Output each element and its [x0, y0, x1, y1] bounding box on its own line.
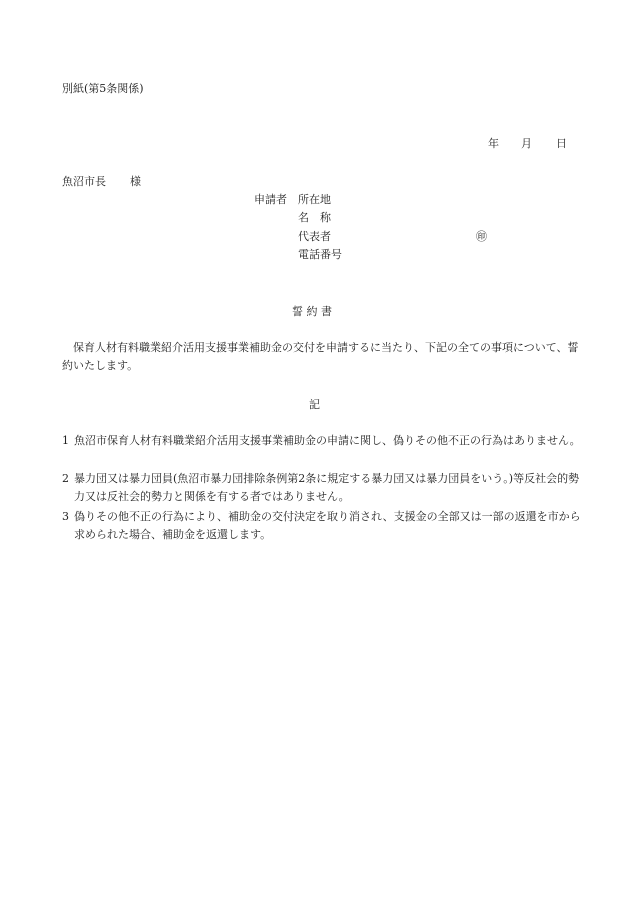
date-day: 日 — [556, 137, 567, 150]
address-label: 所在地 — [298, 193, 331, 206]
addressee-name: 魚沼市長 — [62, 175, 106, 188]
item-text: 偽りその他不正の行為により、補助金の交付決定を取り消され、支援金の全部又は一部の返還を市から求められた場合、補助金を返還します。 — [74, 510, 581, 541]
item-number: 1 — [62, 434, 69, 447]
list-item — [62, 432, 582, 450]
attachment-label: 別紙(第5条関係) — [62, 82, 144, 95]
seal-mark: ㊞ — [476, 230, 487, 243]
ki-label: 記 — [309, 398, 320, 411]
list-item — [62, 508, 582, 544]
item-text: 魚沼市保育人材有料職業紹介活用支援事業補助金の申請に関し、偽りその他不正の行為はありません。 — [74, 434, 581, 447]
date-year: 年 — [488, 137, 499, 150]
item-number: 2 — [62, 472, 69, 485]
phone-label: 電話番号 — [298, 248, 342, 261]
date-month: 月 — [521, 137, 532, 150]
document-title: 誓 約 書 — [292, 305, 332, 318]
applicant-label: 申請者 — [254, 193, 287, 206]
list-item — [62, 470, 582, 506]
item-number: 3 — [62, 510, 69, 523]
addressee-honorific: 様 — [130, 175, 141, 188]
name-label: 名 称 — [298, 211, 331, 224]
intro-paragraph: 保育人材有料職業紹介活用支援事業補助金の交付を申請するに当たり、下記の全ての事項について、誓約いたします。 — [62, 341, 579, 372]
item-text: 暴力団又は暴力団員(魚沼市暴力団排除条例第2条に規定する暴力団又は暴力団員をいう。)等反社会的勢力又は反社会的勢力と関係を有する者ではありません。 — [74, 472, 580, 503]
representative-label: 代表者 — [298, 230, 331, 243]
